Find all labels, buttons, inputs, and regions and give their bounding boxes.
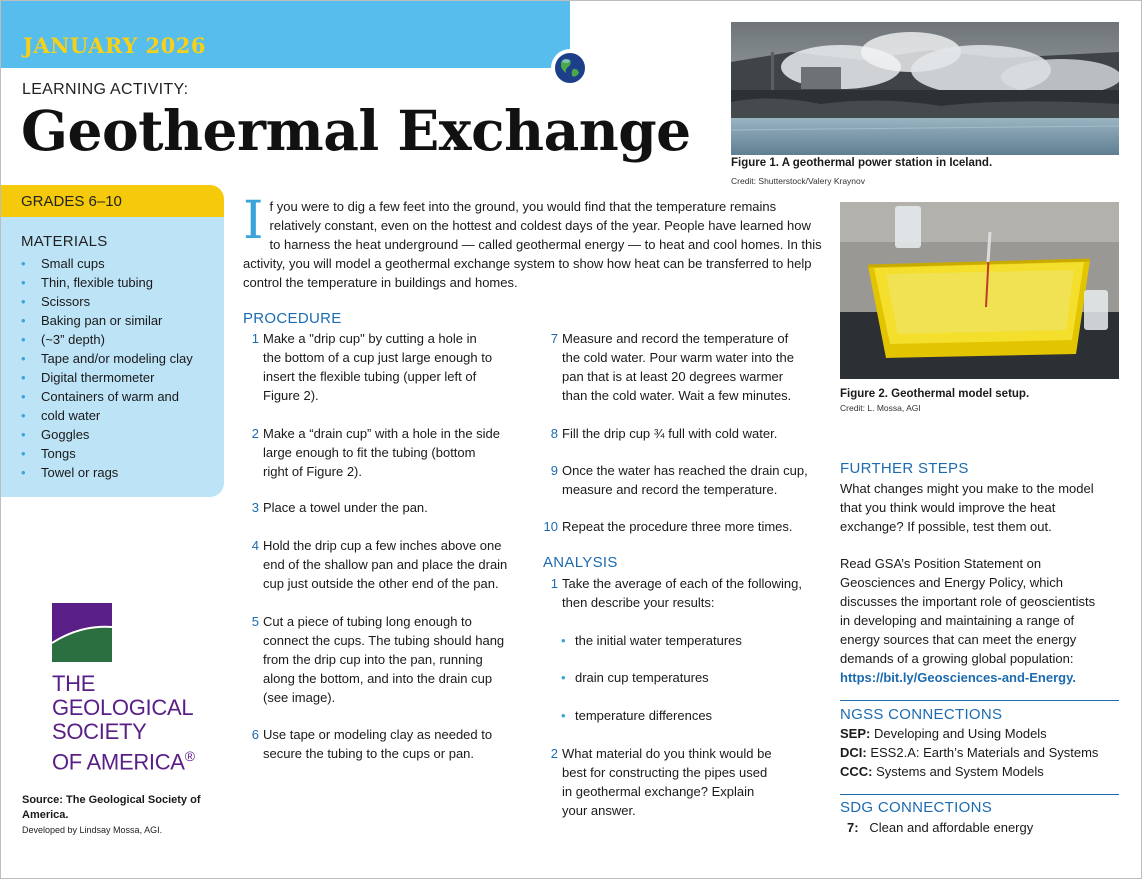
intro-paragraph (243, 191, 823, 292)
gsa-position-paragraph (840, 554, 1095, 668)
step-line: Make a “drain cup” with a hole in the side (263, 426, 501, 441)
step-line: right of Figure 2). (263, 464, 362, 479)
dropcap: I (243, 191, 264, 251)
step-line: Fill the drip cup ¾ full with cold water. (562, 426, 778, 441)
material-item: • Goggles (21, 425, 193, 444)
procedure-step-10 (542, 517, 842, 536)
globe-icon (551, 49, 589, 87)
step-text (562, 329, 794, 405)
step-number: 1 (251, 331, 259, 346)
figure-2-credit: Credit: L. Mossa, AGI (840, 403, 921, 413)
ngss-heading: NGSS CONNECTIONS (840, 706, 1003, 723)
step-line: the bottom of a cup just large enough to (263, 350, 493, 365)
grades-label: GRADES 6–10 (21, 193, 122, 210)
procedure-step-8 (542, 424, 842, 443)
step-text (562, 461, 808, 499)
ngss-ccc: CCC: Systems and System Models (840, 764, 1044, 779)
step-line: than the cold water. Wait a few minutes. (562, 388, 792, 403)
step-line: your answer. (562, 803, 636, 818)
paragraph-line: What changes might you make to the model (840, 481, 1094, 496)
procedure-step-7 (542, 329, 842, 405)
gsa-line: GEOLOGICAL (52, 695, 194, 720)
step-line: in geothermal exchange? Explain (562, 784, 755, 799)
material-item: • Containers of warm and (21, 387, 193, 406)
step-line: Measure and record the temperature of (562, 331, 789, 346)
gsa-line: THE (52, 671, 96, 696)
material-item: • Tape and/or modeling clay (21, 349, 193, 368)
materials-list (21, 254, 193, 482)
divider (840, 700, 1119, 701)
step-number: 1 (550, 576, 558, 591)
step-number: 2 (251, 426, 259, 441)
material-item: • Baking pan or similar (21, 311, 193, 330)
procedure-step-4 (243, 536, 543, 593)
step-text (562, 424, 777, 443)
step-line: Use tape or modeling clay as needed to (263, 727, 493, 742)
step-line: Figure 2). (263, 388, 319, 403)
step-line: large enough to fit the tubing (bottom (263, 445, 476, 460)
procedure-step-6 (243, 725, 543, 763)
developed-by: Developed by Lindsay Mossa, AGI. (22, 825, 163, 835)
step-line: Hold the drip cup a few inches above one (263, 538, 502, 553)
source-label: Source: The Geological Society of America. (22, 794, 201, 821)
step-number: 9 (550, 463, 558, 478)
sdg-item: 7: Clean and affordable energy (847, 820, 1034, 835)
activity-kicker: LEARNING ACTIVITY: (22, 81, 189, 98)
step-line: connect the cups. The tubing should hang (263, 633, 505, 648)
step-line: Once the water has reached the drain cup, (562, 463, 808, 478)
material-item: • Tongs (21, 444, 193, 463)
step-line: Cut a piece of tubing long enough to (263, 614, 472, 629)
step-line: best for constructing the pipes used (562, 765, 768, 780)
gsa-line: SOCIETY (52, 719, 147, 744)
step-line: from the drip cup into the pan, running (263, 652, 483, 667)
step-line: end of the shallow pan and place the drain (263, 557, 508, 572)
paragraph-line: Read GSA’s Position Statement on (840, 556, 1042, 571)
step-line: measure and record the temperature. (562, 482, 778, 497)
intro-text: f you were to dig a few feet into the ground, you would find that the temperature remains relatively constant, even on the hottest and coldest days of the year. People have learned how to harness the heat underground — called geothermal energy — to heat and cool homes. In this activity, you will model a geothermal exchange system to show how heat can be transferred to help control the temperature in buildings and homes. (243, 199, 822, 290)
bullet-text: the initial water temperatures (575, 633, 742, 648)
step-number: 8 (550, 426, 558, 441)
step-line: secure the tubing to the cups or pan. (263, 746, 475, 761)
step-text (562, 744, 772, 820)
step-line: Place a towel under the pan. (263, 500, 428, 515)
gsa-logo-text (52, 672, 195, 774)
step-text (263, 725, 492, 763)
procedure-step-2 (243, 424, 543, 481)
bullet-icon: • (561, 708, 566, 723)
paragraph-line: in developing and maintaining a range of (840, 613, 1075, 628)
material-item: • Scissors (21, 292, 193, 311)
paragraph-line: energy sources that can meet the energy (840, 632, 1077, 647)
material-item: • Thin, flexible tubing (21, 273, 193, 292)
procedure-step-5 (243, 612, 543, 707)
step-line: then describe your results: (562, 595, 715, 610)
analysis-question-2 (542, 744, 842, 820)
material-item-continued: • cold water (21, 406, 193, 425)
paragraph-line: demands of a growing global population: (840, 651, 1074, 666)
step-text (263, 424, 500, 481)
step-number: 5 (251, 614, 259, 629)
divider (840, 794, 1119, 795)
step-text (562, 574, 802, 612)
bullet-icon: • (561, 670, 566, 685)
step-text (263, 536, 507, 593)
step-number: 4 (251, 538, 259, 553)
analysis-heading: ANALYSIS (543, 554, 618, 571)
material-item: • Small cups (21, 254, 193, 273)
date-banner (1, 1, 570, 68)
step-line: Make a "drip cup" by cutting a hole in (263, 331, 477, 346)
procedure-step-1 (243, 329, 543, 405)
ngss-dci: DCI: ESS2.A: Earth’s Materials and Systems (840, 745, 1099, 760)
step-number: 7 (550, 331, 558, 346)
step-text (263, 329, 492, 405)
ngss-sep: SEP: Developing and Using Models (840, 726, 1047, 741)
page-title: Geothermal Exchange (21, 98, 691, 163)
bullet-text: temperature differences (575, 708, 713, 723)
figure-1-photo (731, 22, 1119, 155)
materials-box (1, 217, 224, 497)
materials-title: MATERIALS (21, 233, 108, 250)
step-number: 10 (543, 519, 558, 534)
date-label: JANUARY 2026 (23, 33, 206, 58)
step-line: the cold water. Pour warm water into the (562, 350, 794, 365)
step-line: cup just outside the other end of the pan. (263, 576, 499, 591)
figure-2-photo (840, 202, 1119, 379)
step-line: What material do you think would be (562, 746, 772, 761)
step-line: along the bottom, and into the drain cup (263, 671, 493, 686)
registered-mark: ® (184, 748, 195, 764)
material-item: • Towel or rags (21, 463, 193, 482)
step-number: 3 (251, 500, 259, 515)
step-text (263, 612, 504, 707)
step-line: Repeat the procedure three more times. (562, 519, 793, 534)
step-line: (see image). (263, 690, 336, 705)
step-text (562, 517, 793, 536)
step-line: Take the average of each of the following, (562, 576, 802, 591)
paragraph-line: discusses the important role of geoscientists (840, 594, 1096, 609)
material-item-continued: • (~3” depth) (21, 330, 193, 349)
further-steps-heading: FURTHER STEPS (840, 460, 969, 477)
analysis-question-1 (542, 574, 842, 612)
gsa-logo-icon (52, 603, 112, 662)
step-line: insert the flexible tubing (upper left of (263, 369, 477, 384)
step-number: 2 (550, 746, 558, 761)
further-steps-paragraph (840, 479, 1094, 536)
step-line: pan that is at least 20 degrees warmer (562, 369, 784, 384)
bullet-text: drain cup temperatures (575, 670, 709, 685)
figure-1-credit: Credit: Shutterstock/Valery Kraynov (731, 176, 866, 186)
paragraph-line: exchange? If possible, test them out. (840, 519, 1052, 534)
paragraph-line: that you think would improve the heat (840, 500, 1056, 515)
material-item: • Digital thermometer (21, 368, 193, 387)
bullet-icon: • (561, 633, 566, 648)
figure-1-caption: Figure 1. A geothermal power station in Iceland. (731, 157, 993, 169)
step-text (263, 498, 428, 517)
procedure-step-9 (542, 461, 842, 499)
figure-2-caption: Figure 2. Geothermal model setup. (840, 388, 1030, 400)
sdg-heading: SDG CONNECTIONS (840, 799, 993, 816)
gsa-line: OF AMERICA® (52, 748, 195, 775)
procedure-step-3 (243, 498, 543, 517)
procedure-heading: PROCEDURE (243, 310, 342, 327)
energy-policy-link[interactable]: https://bit.ly/Geosciences-and-Energy. (840, 670, 1076, 685)
paragraph-line: Geosciences and Energy Policy, which (840, 575, 1064, 590)
grades-tab (1, 185, 224, 217)
step-number: 6 (251, 727, 259, 742)
